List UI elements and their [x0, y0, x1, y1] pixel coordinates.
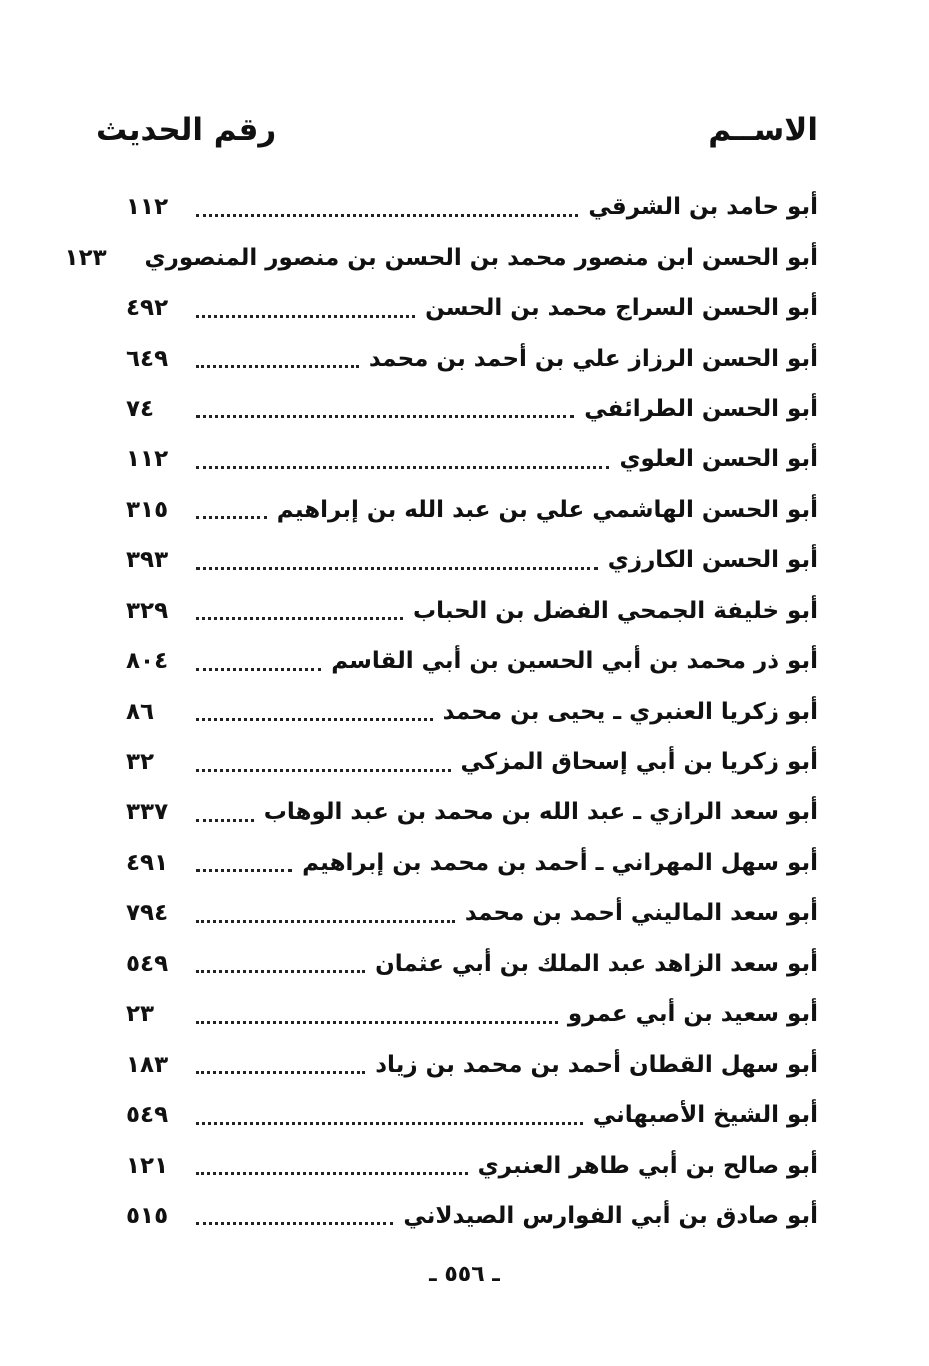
- hadith-number: ٣٩٣: [126, 547, 169, 574]
- dotted-leader: [196, 970, 365, 973]
- hadith-number-column-heading: رقم الحديث: [96, 112, 277, 148]
- hadith-number: ١١٢: [126, 194, 169, 221]
- narrator-name: أبو خليفة الجمحي الفضل بن الحباب: [412, 597, 818, 624]
- narrator-name: أبو الحسن الطرائفي: [584, 395, 818, 422]
- index-entry: [126, 1090, 818, 1140]
- dotted-leader: [196, 718, 433, 721]
- index-entry: [64, 232, 818, 282]
- dotted-leader: [196, 567, 598, 570]
- index-entry: [126, 283, 818, 333]
- narrator-name: أبو الحسن الهاشمي علي بن عبد الله بن إبراهيم: [276, 496, 818, 523]
- narrator-name: أبو صالح بن أبي طاهر العنبري: [477, 1152, 818, 1179]
- hadith-number: ٣٢: [126, 749, 155, 776]
- dotted-leader: [196, 1172, 468, 1175]
- hadith-number: ٥٤٩: [126, 1102, 169, 1129]
- index-entry: [126, 636, 818, 686]
- index-entry: [126, 686, 818, 736]
- dotted-leader: [196, 1021, 558, 1024]
- index-entry: [126, 838, 818, 888]
- hadith-number: ٥١٥: [126, 1202, 169, 1229]
- index-entry: [126, 1140, 818, 1190]
- hadith-number: ٢٣: [126, 1001, 155, 1028]
- hadith-number: ٧٩٤: [126, 900, 169, 927]
- dotted-leader: [196, 819, 254, 822]
- dotted-leader: [196, 1222, 393, 1225]
- narrator-name: أبو الشيخ الأصبهاني: [592, 1102, 818, 1129]
- narrator-name: أبو الحسن ابن منصور محمد بن الحسن بن منصور المنصوري: [144, 244, 818, 271]
- hadith-number: ١١٢: [126, 446, 169, 473]
- hadith-number: ٧٤: [126, 395, 155, 422]
- dotted-leader: [196, 466, 609, 469]
- narrator-name: أبو سعد الماليني أحمد بن محمد: [464, 900, 818, 927]
- narrator-name: أبو حامد بن الشرقي: [588, 194, 818, 221]
- narrator-name: أبو سعيد بن أبي عمرو: [567, 1001, 818, 1028]
- index-entry: [126, 182, 818, 232]
- index-entry: [126, 1039, 818, 1089]
- dotted-leader: [196, 516, 267, 519]
- hadith-number: ٣٣٧: [126, 799, 169, 826]
- index-entry: [126, 434, 818, 484]
- hadith-number: ٦٤٩: [126, 345, 169, 372]
- hadith-number: ٨٠٤: [126, 648, 169, 675]
- name-column-heading: الاســم: [708, 112, 818, 148]
- narrator-name: أبو الحسن العلوي: [619, 446, 818, 473]
- narrator-name: أبو زكريا بن أبي إسحاق المزكي: [460, 749, 818, 776]
- hadith-number: ٨٦: [126, 698, 155, 725]
- dotted-leader: [196, 214, 578, 217]
- narrator-name: أبو سهل القطان أحمد بن محمد بن زياد: [375, 1051, 818, 1078]
- index-entry: [126, 586, 818, 636]
- dotted-leader: [196, 617, 403, 620]
- hadith-number: ١٨٣: [126, 1051, 169, 1078]
- narrator-name: أبو سهل المهراني ـ أحمد بن محمد بن إبراهيم: [302, 849, 818, 876]
- dotted-leader: [196, 869, 292, 872]
- hadith-number: ٣٢٩: [126, 597, 169, 624]
- narrator-name: أبو سعد الزاهد عبد الملك بن أبي عثمان: [375, 950, 818, 977]
- hadith-number: ١٢١: [126, 1152, 169, 1179]
- index-entry: [126, 939, 818, 989]
- index-entry: [126, 737, 818, 787]
- index-entry: [126, 485, 818, 535]
- index-entry: [126, 888, 818, 938]
- index-entry: [126, 384, 818, 434]
- page-number: ـ ٥٥٦ ـ: [429, 1262, 500, 1287]
- narrator-name: أبو زكريا العنبري ـ يحيى بن محمد: [442, 698, 818, 725]
- narrator-name: أبو الحسن الكارزي: [607, 547, 818, 574]
- index-entry: [126, 787, 818, 837]
- hadith-number: ٤٩١: [126, 849, 169, 876]
- index-header: [96, 104, 818, 156]
- index-entry: [126, 989, 818, 1039]
- narrator-name: أبو الحسن السراج محمد بن الحسن: [425, 295, 818, 322]
- narrator-name: أبو صادق بن أبي الفوارس الصيدلاني: [403, 1202, 818, 1229]
- dotted-leader: [196, 415, 574, 418]
- narrator-name: أبو ذر محمد بن أبي الحسين بن أبي القاسم: [331, 648, 818, 675]
- index-entry: [126, 1191, 818, 1241]
- dotted-leader: [196, 1122, 583, 1125]
- dotted-leader: [196, 365, 359, 368]
- hadith-number: ٤٩٢: [126, 295, 169, 322]
- dotted-leader: [196, 769, 451, 772]
- hadith-number: ٣١٥: [126, 496, 169, 523]
- index-entry-list: [64, 182, 818, 1241]
- hadith-number: ١٢٣: [64, 244, 107, 271]
- narrator-name: أبو الحسن الرزاز علي بن أحمد بن محمد: [368, 345, 818, 372]
- index-entry: [126, 535, 818, 585]
- dotted-leader: [196, 668, 321, 671]
- index-entry: [126, 333, 818, 383]
- dotted-leader: [196, 1071, 365, 1074]
- narrator-name: أبو سعد الرازي ـ عبد الله بن محمد بن عبد الوهاب: [263, 799, 818, 826]
- hadith-number: ٥٤٩: [126, 950, 169, 977]
- dotted-leader: [196, 315, 415, 318]
- dotted-leader: [196, 920, 455, 923]
